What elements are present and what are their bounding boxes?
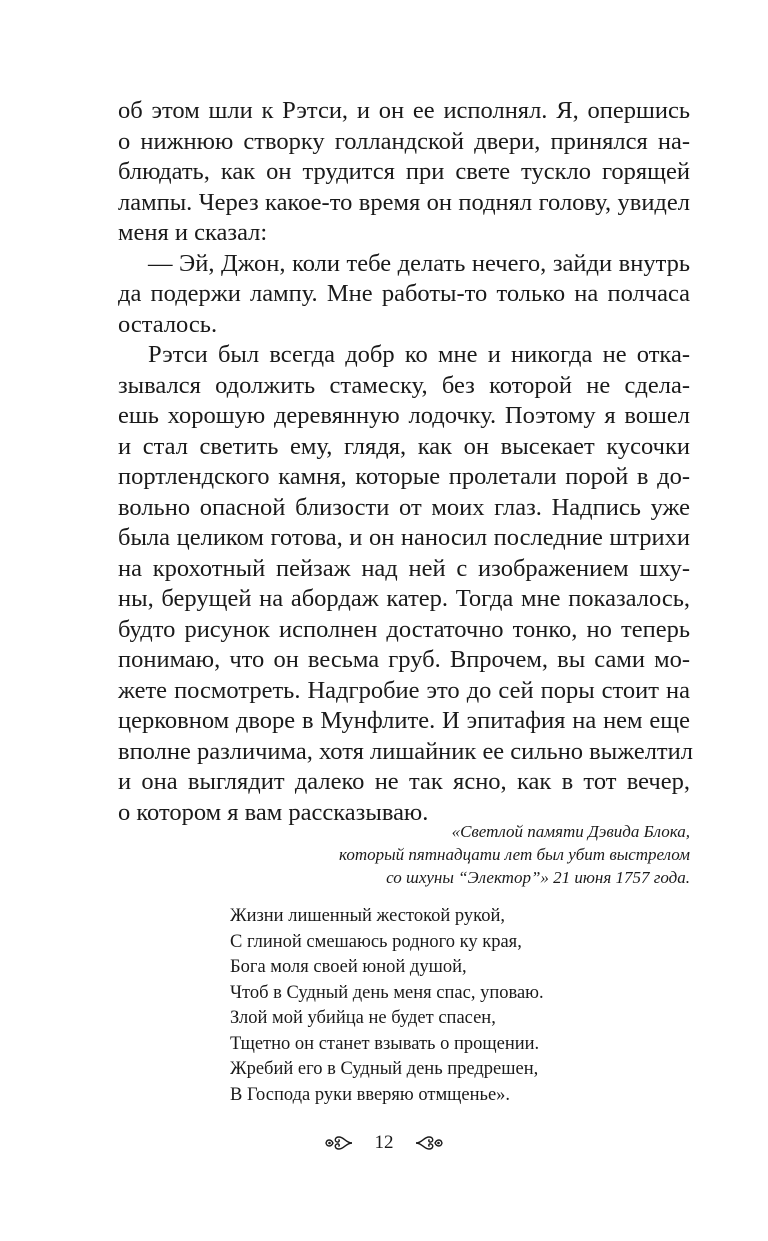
poem-line: Бога моля своей юной душой, bbox=[230, 957, 467, 977]
text-line: ешь хорошую деревянную лодочку. Поэтому я вошел bbox=[118, 402, 690, 429]
text-line: о нижнюю створку голландской двери, принялся на- bbox=[118, 127, 690, 155]
poem-line: В Господа руки вверяю отмщенье». bbox=[230, 1084, 511, 1105]
epitaph-line: со шхуны “Электор”» 21 июня 1757 года. bbox=[386, 868, 690, 887]
text-line: понимаю, что он весьма груб. Впрочем, вы сами мо- bbox=[118, 646, 690, 673]
text-line: будто рисунок исполнен достаточно тонко, но теперь bbox=[118, 615, 690, 643]
text-line: ны, берущей на абордаж катер. Тогда мне показалось, bbox=[118, 585, 690, 612]
text-line: осталось. bbox=[118, 310, 218, 338]
text-line: лампы. Через какое-то время он поднял голову, увидел bbox=[118, 188, 690, 216]
text-line: и она выглядит далеко не так ясно, как в тот вечер, bbox=[118, 768, 690, 795]
paragraph-start-line: Рэтси был всегда добр ко мне и никогда не отка- bbox=[148, 341, 690, 368]
main-text bbox=[118, 96, 693, 828]
text-line: вольно опасной близости от моих глаз. Надпись уже bbox=[118, 493, 690, 521]
text-line: и стал светить ему, глядя, как он высекает кусочки bbox=[118, 432, 690, 460]
text-line: зывался одолжить стамеску, без которой не сделa- bbox=[118, 371, 690, 399]
text-line: меня и сказал: bbox=[118, 219, 268, 246]
page-number: 12 bbox=[374, 1131, 394, 1153]
text-line: на крохотный пейзаж над ней с изображением шху- bbox=[118, 554, 690, 582]
poem-line: Жребий его в Судный день предрешен, bbox=[230, 1059, 539, 1079]
text-line: блюдать, как он трудится при свете тускло горящей bbox=[118, 158, 690, 185]
text-line: церковном дворе в Мунфлите. И эпитафия на нем еще bbox=[118, 707, 690, 734]
text-line: об этом шли к Рэтси, и он ее исполнял. Я, опершись bbox=[118, 97, 690, 124]
text-line: была целиком готова, и он наносил последние штрихи bbox=[118, 524, 690, 551]
text-line: вполне различима, хотя лишайник ее сильно выжелтил bbox=[118, 737, 693, 765]
poem-line: Злой мой убийца не будет спасен, bbox=[230, 1008, 496, 1028]
fleuron-left-icon bbox=[324, 1134, 354, 1152]
dialogue-line: — Эй, Джон, коли тебе делать нечего, зайди внутрь bbox=[148, 249, 690, 277]
epitaph-line: «Светлой памяти Дэвида Блока, bbox=[451, 822, 690, 841]
text-line: да подержи лампу. Мне работы-то только на полчаса bbox=[118, 280, 690, 307]
poem-line: Чтоб в Судный день меня спас, уповаю. bbox=[230, 982, 544, 1003]
text-line: жете посмотреть. Надгробие это до сей поры стоит на bbox=[118, 676, 690, 704]
text-line: о котором я вам рассказываю. bbox=[118, 798, 429, 826]
page-footer bbox=[0, 1128, 768, 1157]
poem-line: Тщетно он станет взывать о прощении. bbox=[230, 1033, 540, 1054]
epitaph-heading bbox=[190, 820, 690, 889]
epitaph-line: который пятнадцати лет был убит выстрелом bbox=[339, 845, 690, 864]
poem-line: Жизни лишенный жестокой рукой, bbox=[230, 906, 505, 926]
epitaph-poem bbox=[230, 904, 544, 1108]
poem-line: С глиной смешаюсь родного ку края, bbox=[230, 931, 522, 952]
text-line: портлендского камня, которые пролетали порой в до- bbox=[118, 463, 690, 490]
fleuron-right-icon bbox=[414, 1134, 444, 1152]
